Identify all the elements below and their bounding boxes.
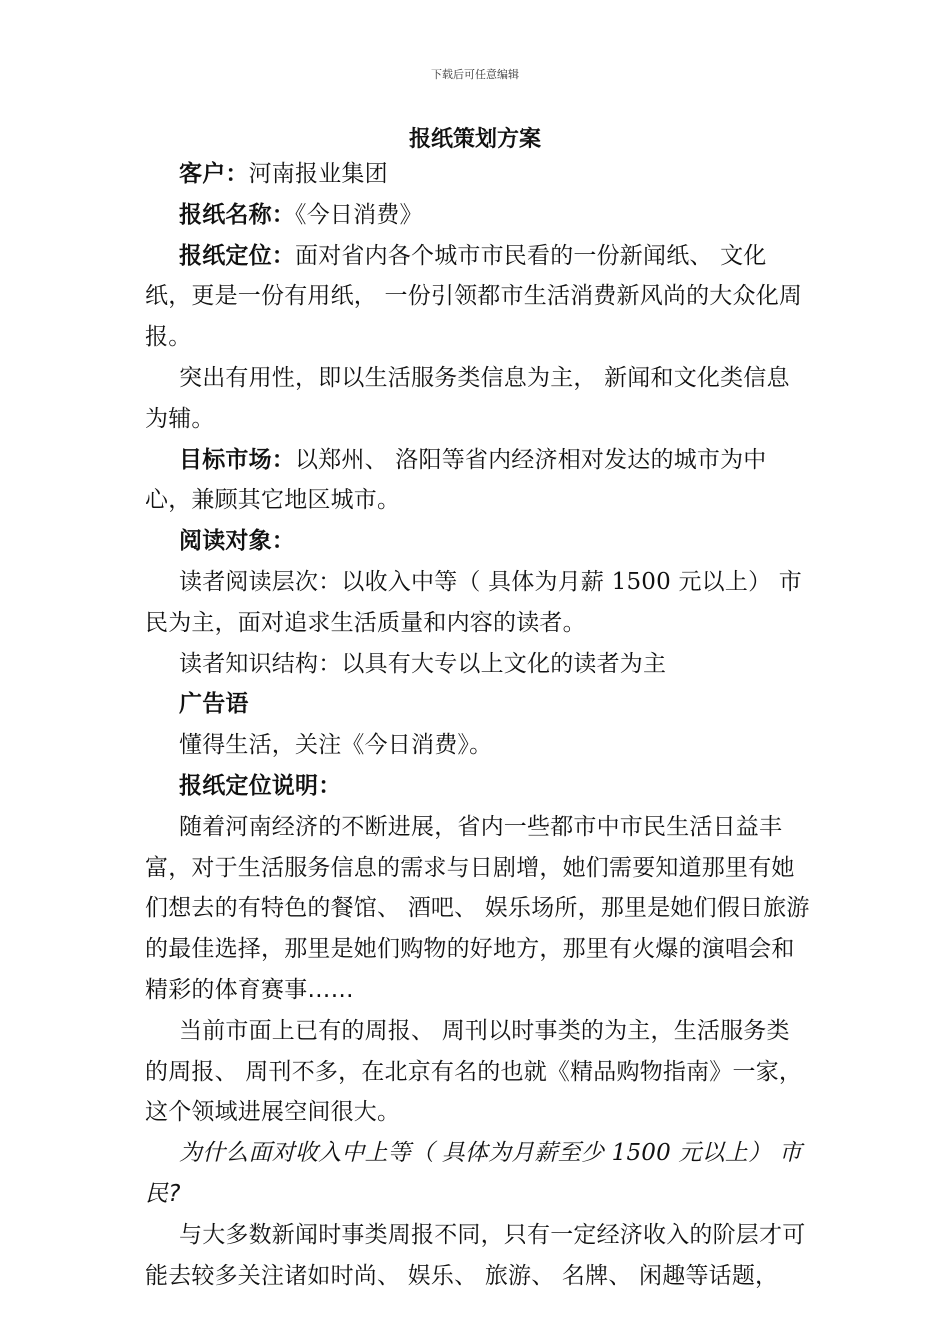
- client-line: [145, 154, 810, 195]
- explanation-heading: [145, 766, 810, 807]
- target-market-paragraph: [145, 440, 810, 522]
- question-prefix: 为什么面对收入中上等（ 具体为月薪至少: [179, 1140, 612, 1167]
- reader-knowledge-paragraph: 读者知识结构：以具有大专以上文化的读者为主: [179, 650, 667, 677]
- reader-level-paragraph: [145, 562, 810, 644]
- positioning-text: 面对省内各个城市市民看的一份新闻纸、 文化纸，更是一份有用纸， 一份引领都市生活消费新风尚的大众化周报。: [145, 242, 803, 351]
- reader-level-suffix: 元以上） 市民为主，面对追求生活质量和内容的读者。: [145, 568, 802, 636]
- paper-name-label: 报纸名称：: [179, 201, 295, 228]
- question-paragraph: [145, 1133, 810, 1215]
- explanation-paragraph-3: 与大多数新闻时事类周报不同，只有一定经济收入的阶层才可能去较多关注诸如时尚、 娱乐、 旅游、 名牌、 闲趣等话题，: [145, 1221, 806, 1289]
- positioning-label: 报纸定位：: [179, 242, 295, 269]
- document-title: 报纸策划方案: [408, 127, 541, 152]
- paper-name-value: 《今日消费》: [295, 201, 423, 228]
- explanation-label: 报纸定位说明：: [179, 772, 342, 799]
- header-note: 下载后可任意编辑: [431, 68, 519, 81]
- reader-level-prefix: 读者阅读层次：以收入中等（ 具体为月薪: [179, 568, 612, 595]
- paper-name-line: [145, 195, 810, 236]
- readers-label: 阅读对象：: [179, 528, 295, 555]
- question-number: 1500: [611, 1140, 671, 1167]
- slogan-label: 广告语: [179, 691, 249, 718]
- question-suffix: 元以上） 市民?: [145, 1140, 802, 1207]
- positioning-paragraph-2: 突出有用性，即以生活服务类信息为主， 新闻和文化类信息为辅。: [145, 364, 790, 432]
- positioning-paragraph: [145, 236, 810, 358]
- target-market-text: 以郑州、 洛阳等省内经济相对发达的城市为中心，兼顾其它地区城市。: [145, 446, 767, 514]
- slogan-heading: [145, 684, 810, 725]
- document-body: [145, 154, 810, 1296]
- target-market-label: 目标市场：: [179, 446, 295, 473]
- client-label: 客户：: [179, 161, 249, 187]
- explanation-paragraph-2: 当前市面上已有的周报、 周刊以时事类的为主，生活服务类的周报、 周刊不多，在北京有名的也就《精品购物指南》一家，这个领域进展空间很大。: [145, 1017, 803, 1126]
- reader-level-number: 1500: [611, 568, 671, 595]
- readers-heading: [145, 521, 810, 562]
- explanation-paragraph-1: 随着河南经济的不断进展，省内一些都市中市民生活日益丰富，对于生活服务信息的需求与日剧增，她们需要知道那里有她们想去的有特色的餐馆、 酒吧、 娱乐场所，那里是她们假日旅游的最佳选择，那里是她们购物的好地方，那里有火爆的演唱会和精彩的体育赛事……: [145, 813, 810, 1003]
- slogan-text: 懂得生活，关注《今日消费》。: [179, 732, 493, 759]
- client-value: 河南报业集团: [248, 161, 388, 187]
